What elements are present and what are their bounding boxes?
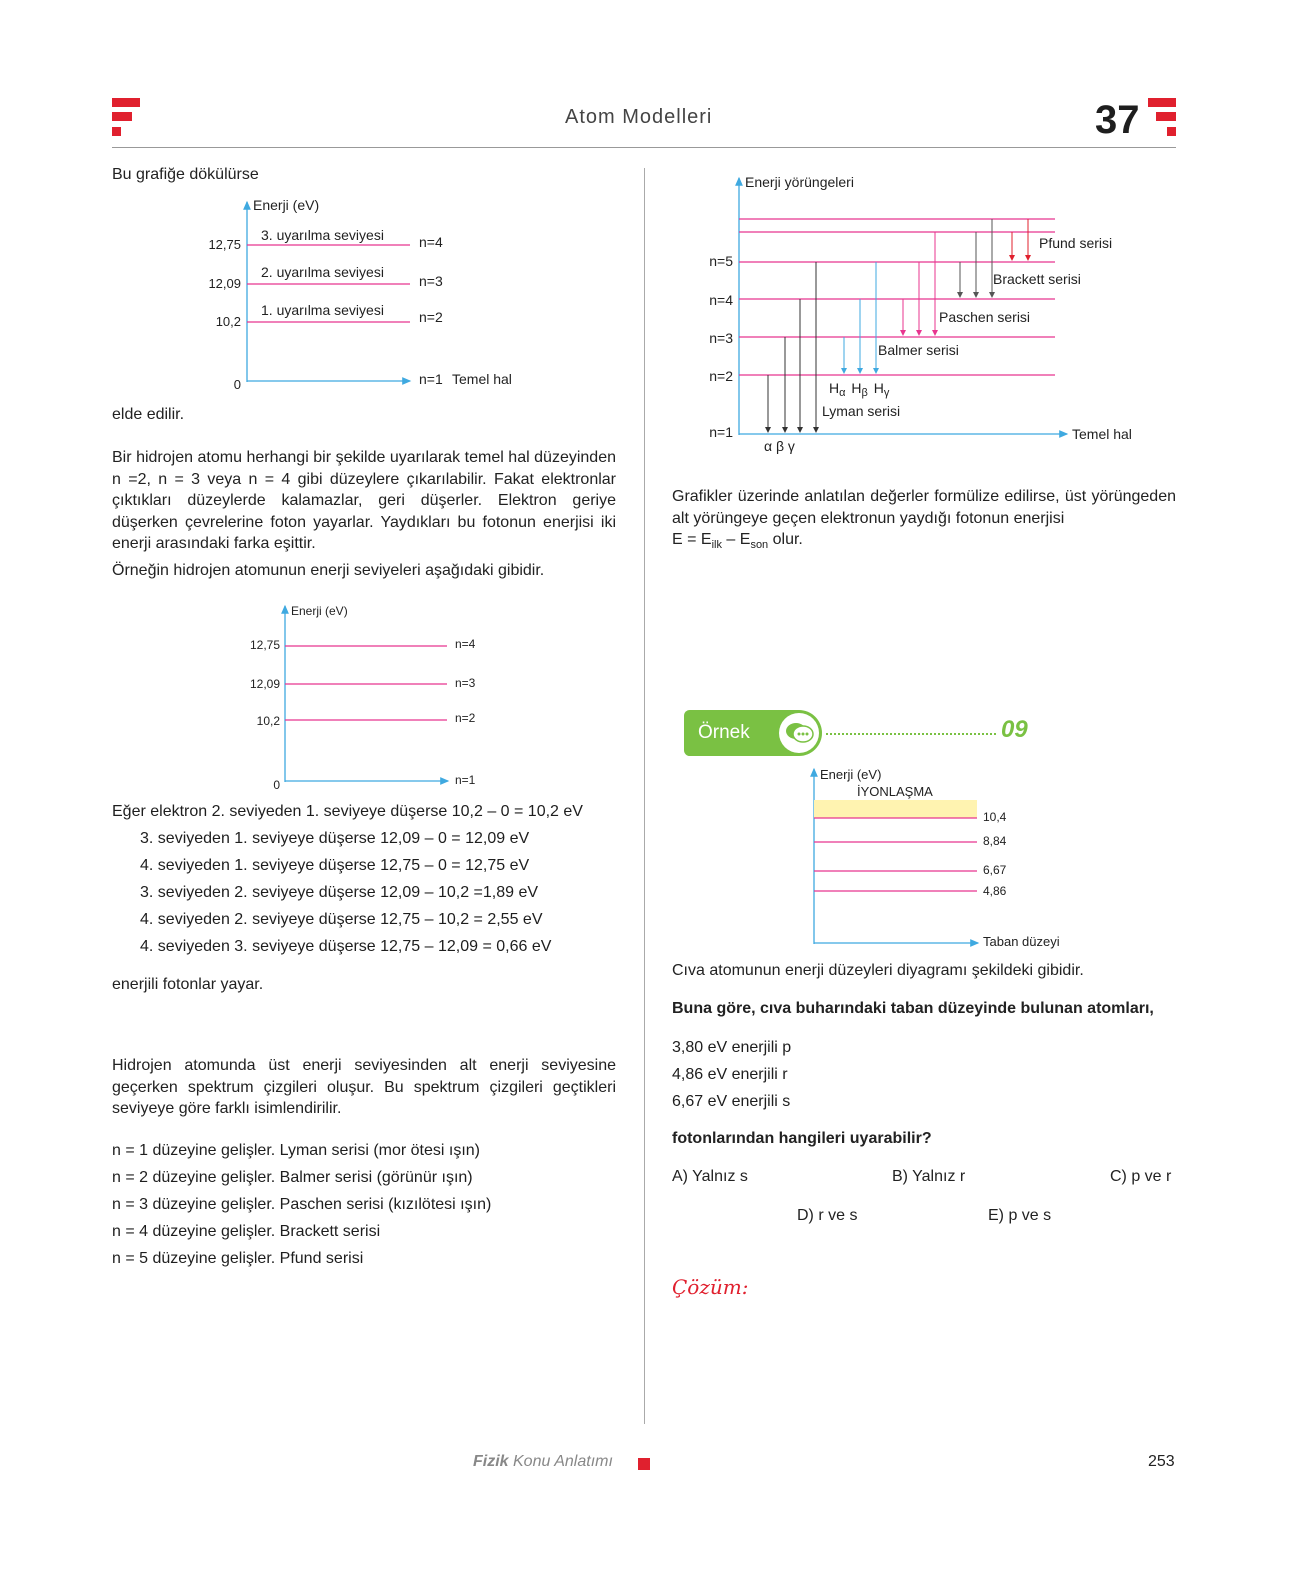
balmer-label: Balmer serisi bbox=[878, 342, 959, 358]
paragraph-1: Bir hidrojen atomu herhangi bir şekilde uyarılarak temel hal düzeyinden n =2, n = 3 veya n = 4 gibi düzeylere çıkarılabilir. Fakat elektronlar çıktıkları düzeylerde kalamazlar, geri düşerler. Elektron geriye düşerken çevrelerine foton yayarlar. Yaydıkları bu fotonun enerjisi iki enerji arasındaki farka eşittir. bbox=[112, 449, 616, 552]
level-n1: n=1 bbox=[709, 424, 733, 440]
level-value: 4,86 bbox=[983, 884, 1007, 898]
example-dotted-line bbox=[826, 733, 996, 735]
greek-labels: α β γ bbox=[764, 438, 795, 454]
formula-paragraph: Grafikler üzerinde anlatılan değerler formülize edilirse, üst yörüngeden alt yörüngeye geçen elektronun yaydığı fotonun enerjisi $E = E_{ilk} - E_{son}$ olur. bbox=[672, 488, 1176, 552]
level-value: 12,75 bbox=[249, 638, 280, 652]
transition-line: Eğer elektron 2. seviyeden 1. seviyeye düşerse 10,2 – 0 = 10,2 eV bbox=[112, 803, 583, 820]
option-d[interactable]: D) r ve s bbox=[797, 1207, 858, 1224]
transition-line: 3. seviyeden 1. seviyeye düşerse 12,09 – 0 = 12,09 eV bbox=[140, 830, 530, 847]
footer-square bbox=[638, 1458, 650, 1470]
after-transitions-text: enerjili fotonlar yayar. bbox=[112, 976, 264, 993]
energy-chart-1 bbox=[195, 192, 535, 392]
chat-bubble-icon bbox=[779, 713, 819, 753]
ionization-label: İYONLAŞMA bbox=[857, 784, 933, 799]
level-value: 6,67 bbox=[983, 863, 1007, 877]
level-n5: n=5 bbox=[709, 253, 733, 269]
level-n4: n=4 bbox=[709, 292, 733, 308]
energy-chart-2 bbox=[240, 600, 500, 795]
brackett-label: Brackett serisi bbox=[993, 271, 1081, 287]
ground-n: n=1 bbox=[419, 371, 443, 387]
transitions-list bbox=[112, 798, 632, 960]
item-s: 6,67 eV enerjili s bbox=[672, 1093, 791, 1110]
level-n: n=3 bbox=[419, 273, 443, 289]
paragraph-3: Hidrojen atomunda üst enerji seviyesinden alt enerji seviyesine geçerken spektrum çizgileri oluşur. Bu spektrum çizgileri geçtikleri seviyeye göre farklı isimlendirilir. bbox=[112, 1057, 616, 1117]
option-c[interactable]: C) p ve r bbox=[1110, 1168, 1172, 1185]
level-value: 8,84 bbox=[983, 834, 1007, 848]
axis-label: Enerji (eV) bbox=[820, 767, 882, 782]
option-a[interactable]: A) Yalnız s bbox=[672, 1168, 748, 1185]
zero-label: 0 bbox=[233, 377, 241, 392]
example-question-end: fotonlarından hangileri uyarabilir? bbox=[672, 1130, 932, 1147]
column-divider bbox=[644, 168, 645, 1424]
transition-line: 4. seviyeden 1. seviyeye düşerse 12,75 – 0 = 12,75 eV bbox=[140, 857, 530, 874]
mercury-energy-chart bbox=[800, 764, 1090, 954]
level-n2: n=2 bbox=[709, 368, 733, 384]
spectral-series-chart bbox=[700, 168, 1170, 468]
level-value: 12,09 bbox=[249, 677, 280, 691]
level-n: n=2 bbox=[455, 711, 476, 725]
series-line: n = 2 düzeyine gelişler. Balmer serisi (görünür ışın) bbox=[112, 1169, 473, 1186]
paschen-label: Paschen serisi bbox=[939, 309, 1031, 325]
series-line: n = 1 düzeyine gelişler. Lyman serisi (mor ötesi ışın) bbox=[112, 1142, 481, 1159]
after-chart-text: elde edilir. bbox=[112, 406, 185, 423]
level-value: 10,2 bbox=[215, 314, 241, 329]
item-p: 3,80 eV enerjili p bbox=[672, 1039, 792, 1056]
chapter-number: 37 bbox=[1095, 98, 1140, 142]
level-label: 3. uyarılma seviyesi bbox=[261, 227, 384, 243]
zero-label: 0 bbox=[273, 778, 280, 792]
transition-line: 4. seviyeden 2. seviyeye düşerse 12,75 – 10,2 = 2,55 eV bbox=[140, 911, 543, 928]
level-value: 10,2 bbox=[256, 714, 280, 728]
level-value: 12,09 bbox=[208, 276, 241, 291]
axis-label: Enerji (eV) bbox=[253, 197, 320, 213]
paragraph-2: Örneğin hidrojen atomunun enerji seviyeleri aşağıdaki gibidir. bbox=[112, 562, 545, 579]
level-n: n=3 bbox=[455, 676, 476, 690]
page-title: Atom Modelleri bbox=[565, 106, 713, 128]
level-value: 12,75 bbox=[208, 237, 241, 252]
transition-line: 4. seviyeden 3. seviyeye düşerse 12,75 – 12,09 = 0,66 eV bbox=[140, 938, 552, 955]
ionization-band bbox=[814, 800, 977, 818]
level-label: 2. uyarılma seviyesi bbox=[261, 264, 384, 280]
ground-label: Temel hal bbox=[452, 371, 512, 387]
intro-text: Bu grafiğe dökülürse bbox=[112, 166, 259, 183]
header-rule bbox=[112, 147, 1176, 148]
example-number: 09 bbox=[1001, 716, 1028, 743]
ground-label: Taban düzeyi bbox=[983, 934, 1060, 949]
level-label: 1. uyarılma seviyesi bbox=[261, 302, 384, 318]
example-label: Örnek bbox=[698, 722, 750, 743]
example-badge bbox=[684, 710, 822, 756]
axis-label: Enerji (eV) bbox=[291, 604, 348, 618]
page-number: 253 bbox=[1148, 1453, 1175, 1470]
option-b[interactable]: B) Yalnız r bbox=[892, 1168, 966, 1185]
level-n: n=4 bbox=[455, 637, 476, 651]
footer-subject: Fizik Konu Anlatımı bbox=[473, 1453, 613, 1470]
transition-line: 3. seviyeden 2. seviyeye düşerse 12,09 – 10,2 =1,89 eV bbox=[140, 884, 539, 901]
example-items bbox=[672, 1034, 791, 1115]
series-list bbox=[112, 1137, 632, 1272]
axis-label: Enerji yörüngeleri bbox=[745, 174, 854, 190]
solution-label: Çözüm: bbox=[672, 1275, 749, 1299]
ground-n: n=1 bbox=[455, 773, 476, 787]
h-series-labels: $H_\alpha$ $H_\beta$ $H_\gamma$ bbox=[829, 380, 890, 399]
example-intro: Cıva atomunun enerji düzeyleri diyagramı şekildeki gibidir. bbox=[672, 962, 1084, 979]
level-n3: n=3 bbox=[709, 330, 733, 346]
level-value: 10,4 bbox=[983, 810, 1007, 824]
series-line: n = 4 düzeyine gelişler. Brackett serisi bbox=[112, 1223, 381, 1240]
ground-label: Temel hal bbox=[1072, 426, 1132, 442]
example-question: Buna göre, cıva buharındaki taban düzeyinde bulunan atomları, bbox=[672, 1000, 1154, 1017]
option-e[interactable]: E) p ve s bbox=[988, 1207, 1052, 1224]
pfund-label: Pfund serisi bbox=[1039, 235, 1113, 251]
level-n: n=2 bbox=[419, 309, 443, 325]
series-line: n = 5 düzeyine gelişler. Pfund serisi bbox=[112, 1250, 364, 1267]
level-n: n=4 bbox=[419, 234, 443, 250]
item-r: 4,86 eV enerjili r bbox=[672, 1066, 788, 1083]
lyman-label: Lyman serisi bbox=[822, 403, 901, 419]
series-line: n = 3 düzeyine gelişler. Paschen serisi (kızılötesi ışın) bbox=[112, 1196, 492, 1213]
